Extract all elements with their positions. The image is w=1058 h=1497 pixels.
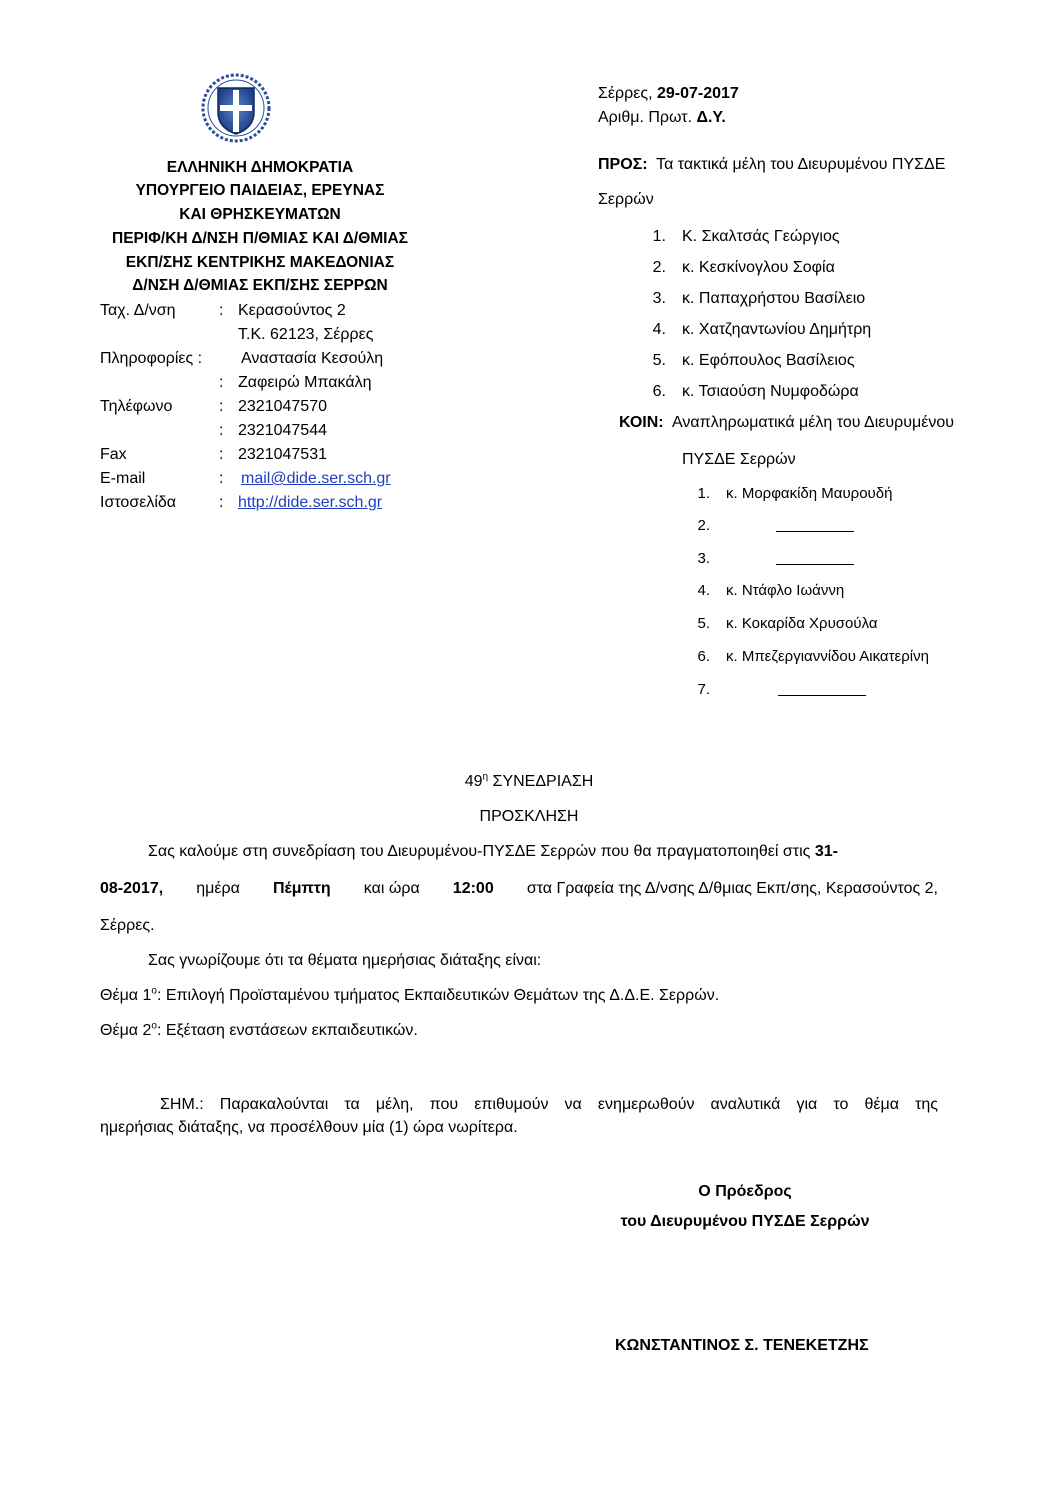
- agenda-intro: Σας γνωρίζουμε ότι τα θέματα ημερήσιας διάταξης είναι:: [148, 952, 542, 969]
- to-text-line1: Τα τακτικά μέλη του Διευρυμένου ΠΥΣΔΕ: [656, 156, 946, 173]
- p1-text-d: στα Γραφεία της Δ/νσης Δ/θμιας Εκπ/σης, Κερασούντος 2,: [526, 880, 938, 897]
- to-label: ΠΡΟΣ:: [598, 156, 648, 173]
- fax-label: Fax: [100, 446, 127, 463]
- topic2-text: : Εξέταση ενστάσεων εκπαιδευτικών.: [156, 1022, 418, 1039]
- to-text-line2: Σερρών: [598, 191, 654, 208]
- document-date: 29-07-2017: [656, 85, 739, 102]
- protocol-line: [598, 109, 726, 127]
- alternate-num: 6.: [697, 648, 710, 665]
- p1-date-a: 31-: [814, 843, 838, 860]
- p1-time: 12:00: [452, 880, 494, 897]
- p1-text-e: Σέρρες.: [100, 917, 155, 934]
- phone-label: Τηλέφωνο: [100, 398, 173, 415]
- fax-value: 2321047531: [238, 446, 327, 463]
- org-line-5: ΕΚΠ/ΣΗΣ ΚΕΝΤΡΙΚΗΣ ΜΑΚΕΔΟΝΙΑΣ: [125, 254, 395, 271]
- greek-emblem-icon: [200, 72, 272, 144]
- alternate-name: κ. Ντάφλο Ιωάννη: [726, 582, 845, 599]
- p1-text-a: Σας καλούμε στη συνεδρίαση του Διευρυμένου-ΠΥΣΔΕ Σερρών που θα πραγματοποιηθεί στις: [148, 843, 811, 860]
- member-num: 3.: [652, 290, 666, 307]
- alternate-name: κ. Μορφακίδη Μαυρουδή: [726, 485, 893, 502]
- p1-text-c: και ώρα: [363, 880, 420, 897]
- topic1-text: : Επιλογή Προϊσταμένου τμήματος Εκπαιδευτικών Θεμάτων της Δ.Δ.Ε. Σερρών.: [156, 987, 720, 1004]
- invitation-paragraph-line2: [100, 880, 938, 898]
- city-date-prefix: Σέρρες,: [598, 85, 653, 102]
- invitation-title: ΠΡΟΣΚΛΗΣΗ: [479, 808, 579, 825]
- p1-date-b: 08-2017,: [100, 880, 164, 897]
- member-num: 4.: [652, 321, 666, 338]
- email-colon: :: [219, 470, 224, 487]
- p1-day: Πέμπτη: [272, 880, 331, 897]
- session-label: ΣΥΝΕΔΡΙΑΣΗ: [492, 773, 594, 790]
- session-sup: η: [482, 771, 489, 783]
- fax-colon: :: [219, 446, 224, 463]
- org-line-6: Δ/ΝΣΗ Δ/ΘΜΙΑΣ ΕΚΠ/ΣΗΣ ΣΕΡΡΩΝ: [132, 277, 388, 294]
- agenda-topic-2: [100, 1022, 418, 1040]
- alternate-name: κ. Κοκαρίδα Χρυσούλα: [726, 615, 878, 632]
- org-line-3: ΚΑΙ ΘΡΗΣΚΕΥΜΑΤΩΝ: [179, 206, 341, 223]
- cc-label: ΚΟΙΝ:: [619, 414, 664, 431]
- org-line-1: ΕΛΛΗΝΙΚΗ ΔΗΜΟΚΡΑΤΙΑ: [166, 159, 354, 176]
- phone-1: 2321047570: [238, 398, 327, 415]
- info-person1: Αναστασία Κεσούλη: [241, 350, 384, 367]
- cc-line: [619, 414, 954, 432]
- info-label: Πληροφορίες :: [100, 350, 203, 367]
- member-name: Κ. Σκαλτσάς Γεώργιος: [682, 228, 840, 245]
- topic1-sup: ο: [151, 985, 157, 997]
- website-label: Ιστοσελίδα: [100, 494, 177, 511]
- alternate-blank: [778, 681, 866, 700]
- signatory-name: ΚΩΝΣΤΑΝΤΙΝΟΣ Σ. ΤΕΝΕΚΕΤΖΗΣ: [615, 1337, 869, 1354]
- alternate-name: κ. Μπεζεργιαννίδου Αικατερίνη: [726, 648, 929, 665]
- note-line2: ημερήσιας διάταξης, να προσέλθουν μία (1) ώρα νωρίτερα.: [100, 1119, 518, 1136]
- member-name: κ. Εφόπουλος Βασίλειος: [682, 352, 855, 369]
- org-line-2: ΥΠΟΥΡΓΕΙΟ ΠΑΙΔΕΙΑΣ, ΕΡΕΥΝΑΣ: [135, 182, 385, 199]
- signature-title-line2: του Διευρυμένου ΠΥΣΔΕ Σερρών: [620, 1213, 870, 1230]
- member-name: κ. Χατζηαντωνίου Δημήτρη: [682, 321, 872, 338]
- session-number: 49: [464, 773, 483, 790]
- alternate-num: 4.: [697, 582, 710, 599]
- website-link[interactable]: http://dide.ser.sch.gr: [238, 494, 383, 511]
- protocol-label: Αριθμ. Πρωτ.: [598, 109, 693, 126]
- email-label: E-mail: [100, 470, 146, 487]
- member-num: 1.: [652, 228, 666, 245]
- topic2-label: Θέμα 2: [100, 1022, 152, 1039]
- member-name: κ. Τσιαούση Νυμφοδώρα: [682, 383, 859, 400]
- alternate-blank: [776, 550, 854, 569]
- topic2-sup: ο: [151, 1020, 157, 1032]
- member-num: 6.: [652, 383, 666, 400]
- member-num: 5.: [652, 352, 666, 369]
- alternate-num: 3.: [697, 550, 710, 567]
- address-label: Ταχ. Δ/νση: [100, 302, 176, 319]
- cc-text-line2: ΠΥΣΔΕ Σερρών: [682, 451, 796, 468]
- p1-text-b: ημέρα: [196, 880, 240, 897]
- address-line2: Τ.Κ. 62123, Σέρρες: [238, 326, 374, 343]
- member-num: 2.: [652, 259, 666, 276]
- member-name: κ. Κεσκίνογλου Σοφία: [682, 259, 835, 276]
- protocol-value: Δ.Υ.: [696, 109, 726, 126]
- address-colon: :: [219, 302, 224, 319]
- alternate-num: 5.: [697, 615, 710, 632]
- alternate-num: 7.: [697, 681, 710, 698]
- topic1-label: Θέμα 1: [100, 987, 152, 1004]
- phone-colon-1: :: [219, 398, 224, 415]
- phone-2: 2321047544: [238, 422, 327, 439]
- phone-colon-2: :: [219, 422, 224, 439]
- note-line1: ΣΗΜ.: Παρακαλούνται τα μέλη, που επιθυμούν να ενημερωθούν αναλυτικά για το θέμα της: [160, 1096, 938, 1113]
- website-colon: :: [219, 494, 224, 511]
- alternate-num: 1.: [697, 485, 710, 502]
- alternate-num: 2.: [697, 517, 710, 534]
- to-line: [598, 156, 945, 174]
- alternate-blank: [776, 517, 854, 536]
- session-heading: [0, 773, 1058, 791]
- agenda-topic-1: [100, 987, 719, 1005]
- signature-title-line1: Ο Πρόεδρος: [698, 1183, 792, 1200]
- member-name: κ. Παπαχρήστου Βασίλειο: [682, 290, 866, 307]
- org-line-4: ΠΕΡΙΦ/ΚΗ Δ/ΝΣΗ Π/ΘΜΙΑΣ ΚΑΙ Δ/ΘΜΙΑΣ: [112, 230, 408, 247]
- cc-text-line1: Αναπληρωματικά μέλη του Διευρυμένου: [672, 414, 955, 431]
- invitation-paragraph-line1: [148, 843, 938, 861]
- info-colon-2: :: [219, 374, 224, 391]
- email-link[interactable]: mail@dide.ser.sch.gr: [241, 470, 391, 487]
- info-person2: Ζαφειρώ Μπακάλη: [238, 374, 372, 391]
- date-line: [598, 85, 739, 103]
- address-line1: Κερασούντος 2: [238, 302, 346, 319]
